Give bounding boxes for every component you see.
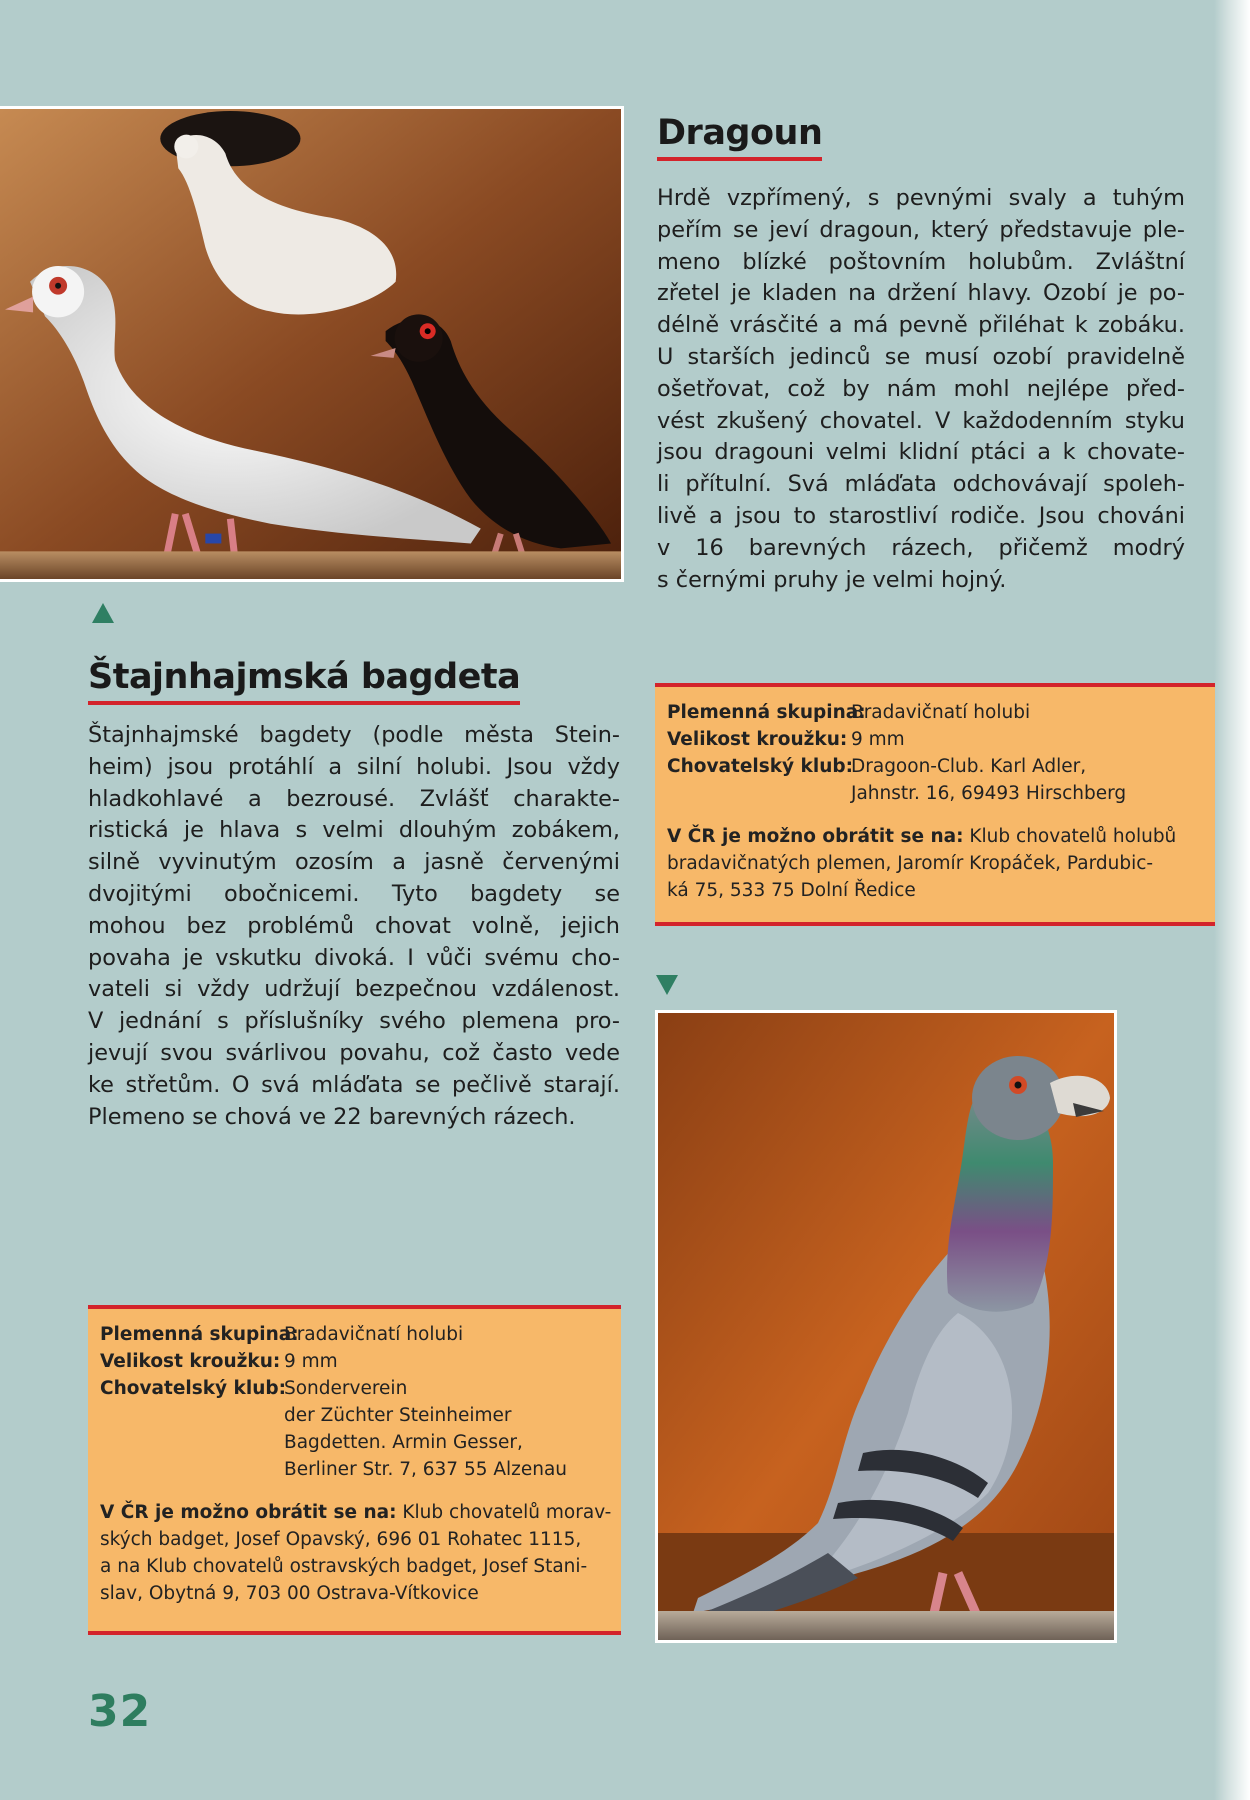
text-line: s černými pruhy je velmi hojný. <box>657 566 1007 593</box>
contact-line: ských badget, Josef Opavský, 696 01 Rohatec 1115, <box>100 1529 582 1550</box>
contact-label: V ČR je možno obrátit se na: <box>667 826 964 847</box>
photo-stajnhajmska-bagdeta <box>655 1010 1117 1643</box>
info-contact <box>100 1499 612 1607</box>
info-row-breeders-club <box>667 753 1203 807</box>
info-row-breeders-club <box>100 1375 609 1483</box>
text-line: silně vyvinutým ozosím a jasně červenými <box>88 849 620 876</box>
info-label: Chovatelský klub: <box>100 1378 287 1399</box>
text-line: ristická je hlava s velmi dlouhým zobákem, <box>88 817 620 844</box>
info-value: Bradavičnatí holubi <box>284 1324 464 1345</box>
text-line: v 16 barevných rázech, přičemž modrý <box>657 534 1185 561</box>
club-line: Dragoon-Club. Karl Adler, <box>851 756 1087 777</box>
text-line: zřetel je kladen na držení hlavy. Ozobí je po- <box>657 280 1185 307</box>
text-line: peřím se jeví dragoun, který představuje ple- <box>657 216 1185 243</box>
text-line: U starších jedinců se musí ozobí pravidelně <box>657 343 1185 370</box>
contact-line: slav, Obytná 9, 703 00 Ostrava-Vítkovice <box>100 1583 479 1604</box>
info-label: Chovatelský klub: <box>667 756 854 777</box>
info-box-dragoun <box>655 683 1215 926</box>
club-line: Berliner Str. 7, 637 55 Alzenau <box>284 1459 568 1480</box>
club-line: der Züchter Steinheimer <box>284 1405 512 1426</box>
pigeon-illustration <box>658 1013 1114 1640</box>
triangle-up-icon <box>92 603 114 623</box>
info-value <box>851 753 1203 807</box>
info-value: 9 mm <box>851 729 905 750</box>
page-edge <box>1214 0 1250 1800</box>
text-line: ke střetům. O svá mláďata se pečlivě starají. <box>88 1071 620 1098</box>
contact-line: a na Klub chovatelů ostravských badget, Josef Stani- <box>100 1556 588 1577</box>
text-line: hladkohlavé a bezrousé. Zvlášť charakte- <box>88 785 620 812</box>
contact-line: bradavičnatých plemen, Jaromír Kropáček, Pardubic- <box>667 853 1154 874</box>
text-line: povaha je vskutku divoká. I vůči svému cho- <box>88 944 620 971</box>
club-line: Jahnstr. 16, 69493 Hirschberg <box>851 783 1127 804</box>
info-row-breed-group <box>667 699 1203 726</box>
text-line: jevují svou svárlivou povahu, což často vede <box>88 1039 620 1066</box>
contact-text: Klub chovatelů holubů <box>969 826 1177 847</box>
club-line: Sonderverein <box>284 1378 408 1399</box>
info-row-ring-size <box>100 1348 609 1375</box>
info-row-ring-size <box>667 726 1203 753</box>
contact-line: ká 75, 533 75 Dolní Ředice <box>667 880 916 901</box>
contact-text: Klub chovatelů morav- <box>402 1502 612 1523</box>
info-value <box>284 1375 609 1483</box>
text-line: li přítulní. Svá mláďata odchovávají spoleh- <box>657 471 1185 498</box>
contact-label: V ČR je možno obrátit se na: <box>100 1502 397 1523</box>
text-line: Plemeno se chová ve 22 barevných rázech. <box>88 1103 576 1130</box>
text-line: heim) jsou protáhlí a silní holubi. Jsou vždy <box>88 753 620 780</box>
text-line: ošetřovat, což by nám mohl nejlépe před- <box>657 375 1185 402</box>
info-row-breed-group <box>100 1321 609 1348</box>
heading-dragoun: Dragoun <box>657 114 822 161</box>
info-label: Plemenná skupina: <box>100 1324 299 1345</box>
text-line: livě a jsou to starostliví rodiče. Jsou chováni <box>657 502 1185 529</box>
text-line: jsou dragouni velmi klidní ptáci a k chovate- <box>657 439 1185 466</box>
info-contact <box>667 823 1203 904</box>
page-number: 32 <box>88 1686 152 1737</box>
info-label: Velikost kroužku: <box>667 729 848 750</box>
info-label: Plemenná skupina: <box>667 702 866 723</box>
body-text-stajnhajmska <box>88 720 620 1133</box>
triangle-down-icon <box>656 975 678 995</box>
text-line: vést zkušený chovatel. V každodenním styku <box>657 407 1185 434</box>
info-value: 9 mm <box>284 1351 338 1372</box>
text-line: vateli si vždy udržují bezpečnou vzdálenost. <box>88 976 620 1003</box>
pigeons-illustration <box>0 109 621 579</box>
info-label: Velikost kroužku: <box>100 1351 281 1372</box>
photo-dragoun-pigeons <box>0 106 624 582</box>
text-line: meno blízké poštovním holubům. Zvláštní <box>657 248 1185 275</box>
heading-stajnhajmska-bagdeta: Štajnhajmská bagdeta <box>88 658 520 705</box>
text-line: délně vrásčité a má pevně přiléhat k zobáku. <box>657 312 1185 339</box>
text-line: Štajnhajmské bagdety (podle města Stein- <box>88 722 620 748</box>
text-line: Hrdě vzpřímený, s pevnými svaly a tuhým <box>657 185 1185 211</box>
body-text-dragoun <box>657 183 1185 596</box>
text-line: mohou bez problémů chovat volně, jejich <box>88 912 620 939</box>
text-line: V jednání s příslušníky svého plemena pro- <box>88 1008 620 1035</box>
text-line: dvojitými obočnicemi. Tyto bagdety se <box>88 880 620 907</box>
club-line: Bagdetten. Armin Gesser, <box>284 1432 523 1453</box>
info-box-stajnhajmska <box>88 1305 621 1635</box>
info-value: Bradavičnatí holubi <box>851 702 1031 723</box>
